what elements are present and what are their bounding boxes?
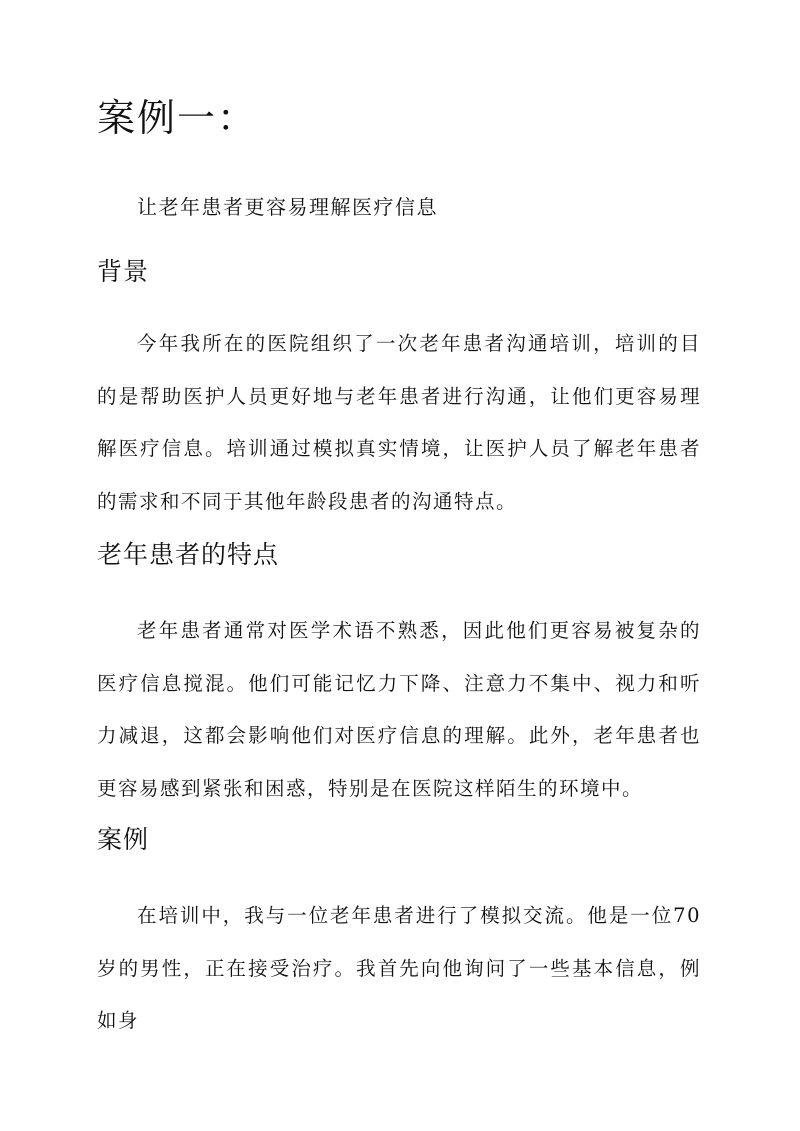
section-body-background: 今年我所在的医院组织了一次老年患者沟通培训，培训的目的是帮助医护人员更好地与老年患者进行沟通，让他们更容易理解医疗信息。培训通过模拟真实情境，让医护人员了解老年患者的需求和不同于其他年龄段患者的沟通特点。 [97, 332, 701, 513]
section-body-case: 在培训中，我与一位老年患者进行了模拟交流。他是一位70岁的男性，正在接受治疗。我首先向他询问了一些基本信息，例如身 [97, 904, 701, 1032]
section-heading-background: 背景 [97, 257, 150, 286]
section-heading-elderly-traits: 老年患者的特点 [97, 540, 280, 569]
document-title: 案例一： [97, 96, 258, 140]
section-body-elderly-traits: 老年患者通常对医学术语不熟悉，因此他们更容易被复杂的医疗信息搅混。他们可能记忆力下降、注意力不集中、视力和听力减退，这都会影响他们对医疗信息的理解。此外，老年患者也更容易感到紧张和困惑，特别是在医院这样陌生的环境中。 [97, 619, 701, 800]
document-subtitle: 让老年患者更容易理解医疗信息 [137, 195, 438, 219]
section-heading-case: 案例 [97, 825, 150, 854]
